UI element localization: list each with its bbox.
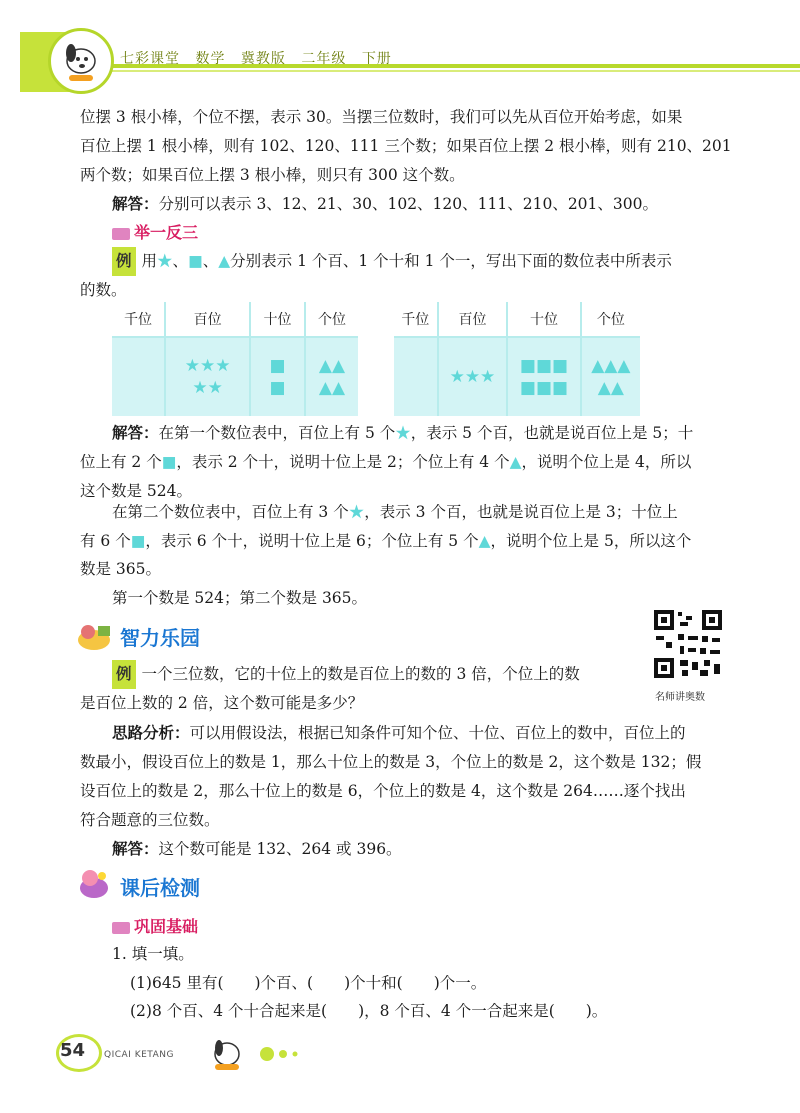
table2-cell-tens: ■■■ ■■■ [507, 337, 580, 416]
book-icon [112, 922, 130, 934]
answer-label: 解答： [112, 195, 159, 213]
zhili-question-line1: 例 一个三位数，它的十位上的数是百位上的数的 3 倍，个位上的数 [112, 660, 580, 689]
page-number: 54 [60, 1040, 86, 1061]
place-value-table-1 [112, 302, 358, 416]
zhili-analysis-line2: 数最小，假设百位上的数是 1，那么十位上的数是 3，个位上的数是 2，这个数是 132；假 [80, 753, 702, 771]
square-icon: ■ [188, 252, 203, 270]
star-icon: ★ [348, 503, 365, 521]
zhili-answer: 解答：这个数可能是 132、264 或 396。 [112, 840, 402, 858]
footer-mascot-icon [205, 1034, 305, 1078]
table2-cell-ones: ▲▲▲ ▲▲ [581, 337, 640, 416]
table2-header: 个位 [581, 302, 640, 337]
qr-code-icon[interactable] [652, 608, 724, 680]
table1-header: 十位 [250, 302, 305, 337]
header-series: 七彩课堂 [120, 51, 180, 67]
answer-text: 分别可以表示 3、12、21、30、102、120、111、210、201、300。 [158, 195, 658, 213]
solution1-line2: 位上有 2 个■，表示 2 个十，说明十位上是 2；个位上有 4 个▲，说明个位上是 4，所以 [80, 453, 692, 471]
section-title-zhili: 智力乐园 [120, 626, 200, 650]
book-icon [112, 228, 130, 240]
header-volume: 下册 [361, 51, 392, 67]
zhili-mascot-icon [74, 620, 114, 656]
example-tag: 例 [112, 247, 136, 276]
footer-series: QICAI KETANG [104, 1050, 174, 1060]
table1-cell-ones: ▲▲ ▲▲ [305, 337, 358, 416]
analysis-label: 思路分析： [112, 724, 190, 742]
solution1-line6: 数是 365。 [80, 560, 162, 578]
square-icon: ■ [161, 453, 177, 471]
top-line-1: 位摆 3 根小棒，个位不摆，表示 30。当摆三位数时，我们可以先从百位开始考虑，如果 [80, 108, 683, 126]
header-title [120, 48, 402, 68]
table2-header: 千位 [394, 302, 438, 337]
table2-cell-hundreds: ★★★ [438, 337, 508, 416]
kehou-q1-title: 1. 填一填。 [112, 945, 194, 963]
triangle-icon: ▲ [218, 252, 231, 270]
solution1-line7: 第一个数是 524；第二个数是 365。 [112, 589, 368, 607]
table1-header: 百位 [165, 302, 250, 337]
star-icon: ★ [157, 252, 173, 270]
solution1-line1: 解答：在第一个数位表中，百位上有 5 个★，表示 5 个百，也就是说百位上是 5；十 [112, 424, 694, 442]
kehou-q1-1: (1)645 里有( )个百、( )个十和( )个一。 [130, 974, 487, 992]
square-icon: ■ [130, 532, 146, 550]
header-subject: 数学 [195, 51, 226, 67]
table1-cell-hundreds: ★★★ ★★ [165, 337, 250, 416]
kehou-mascot-icon [74, 866, 114, 904]
star-icon: ★ [395, 424, 411, 442]
mascot-dog-icon [48, 28, 114, 94]
top-line-3: 两个数；如果百位上摆 3 根小棒，则只有 300 这个数。 [80, 166, 465, 184]
zhili-analysis-line4: 符合题意的三位数。 [80, 811, 220, 829]
table2-cell-thousands [394, 337, 438, 416]
solution1-line4: 在第二个数位表中，百位上有 3 个★，表示 3 个百，也就是说百位上是 3；十位上 [112, 503, 678, 521]
zhili-analysis-line1: 思路分析：可以用假设法，根据已知条件可知个位、十位、百位上的数中，百位上的 [112, 724, 686, 742]
header-edition: 冀教版 [240, 51, 286, 67]
subsection-title-gonggu: 巩固基础 [112, 914, 198, 937]
place-value-table-2 [394, 302, 640, 416]
solution1-line3: 这个数是 524。 [80, 482, 193, 500]
subsection-title-jyfs: 举一反三 [112, 220, 198, 243]
table2-header: 百位 [438, 302, 508, 337]
table1-header: 千位 [112, 302, 165, 337]
header-rule-light [92, 70, 800, 72]
example-tag: 例 [112, 660, 136, 689]
top-answer [112, 190, 658, 219]
example1-line1: 例 用★、■、▲分别表示 1 个百、1 个十和 1 个一，写出下面的数位表中所表示 [112, 247, 672, 276]
table1-header: 个位 [305, 302, 358, 337]
qr-caption: 名师讲奥数 [655, 692, 705, 703]
example1-line2: 的数。 [80, 281, 127, 299]
answer-label: 解答： [112, 840, 159, 858]
solution1-line5: 有 6 个■，表示 6 个十，说明十位上是 6；个位上有 5 个▲，说明个位上是 5，所以这个 [80, 532, 692, 550]
table1-cell-thousands [112, 337, 165, 416]
top-line-2: 百位上摆 1 根小棒，则有 102、120、111 三个数；如果百位上摆 2 根小棒，则有 210、201 [80, 137, 732, 155]
zhili-analysis-line3: 设百位上的数是 2，那么十位上的数是 6，个位上的数是 4，这个数是 264……逐个找出 [80, 782, 686, 800]
zhili-question-line2: 是百位上数的 2 倍，这个数可能是多少？ [80, 694, 364, 712]
triangle-icon: ▲ [509, 453, 522, 471]
table1-cell-tens: ■ ■ [250, 337, 305, 416]
header-grade: 二年级 [301, 51, 347, 67]
solution-label: 解答： [112, 424, 159, 442]
triangle-icon: ▲ [478, 532, 491, 550]
table2-header: 十位 [507, 302, 580, 337]
section-title-kehou: 课后检测 [120, 876, 200, 900]
kehou-q1-2: (2)8 个百、4 个十合起来是( )，8 个百、4 个一合起来是( )。 [130, 1002, 608, 1020]
